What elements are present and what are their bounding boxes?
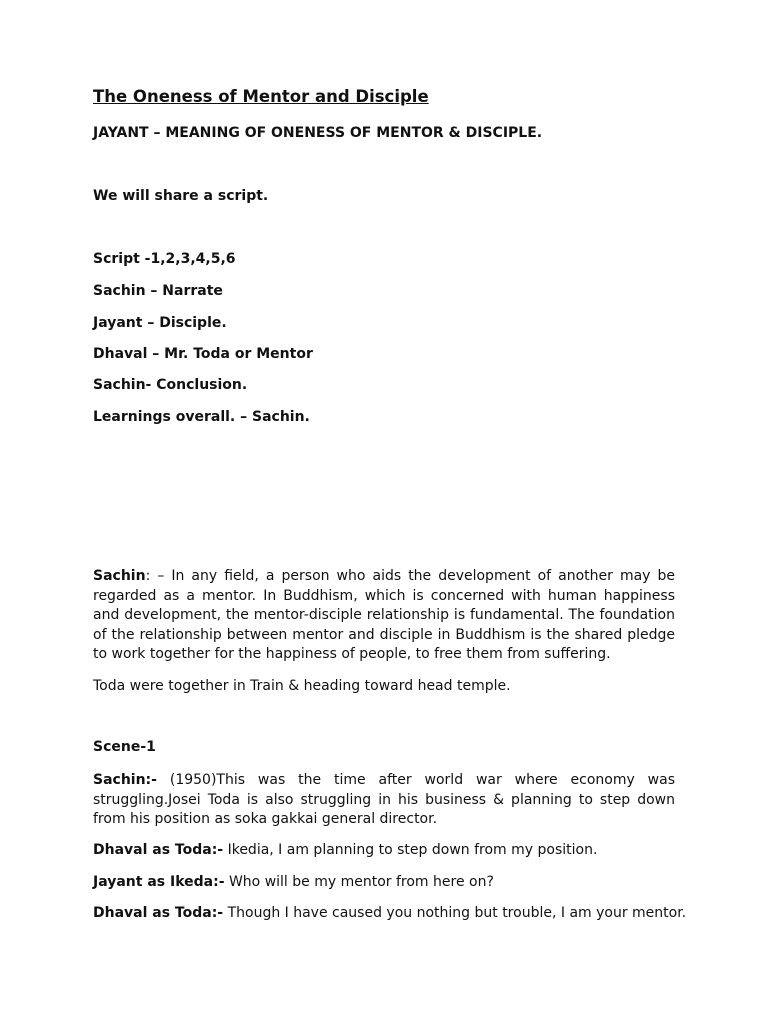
speaker-label: Sachin:-	[93, 772, 157, 788]
role-line: Sachin- Conclusion.	[93, 377, 248, 393]
train-line: Toda were together in Train & heading toward head temple.	[93, 678, 511, 694]
dialogue-line	[93, 905, 686, 921]
role-line: Script -1,2,3,4,5,6	[93, 251, 236, 267]
role-line: Sachin – Narrate	[93, 283, 223, 299]
dialogue-line	[93, 874, 494, 890]
dialogue-text: Though I have caused you nothing but trouble, I am your mentor.	[223, 905, 687, 921]
scene-heading: Scene-1	[93, 739, 156, 755]
speaker-label: Dhaval as Toda:-	[93, 905, 224, 921]
speaker-label: Jayant as Ikeda:-	[93, 874, 225, 890]
subtitle: JAYANT – MEANING OF ONENESS OF MENTOR & DISCIPLE.	[93, 125, 543, 141]
role-line: Learnings overall. – Sachin.	[93, 409, 310, 425]
paragraph-text: : – In any field, a person who aids the development of another may be regarded as a mentor. In Buddhism, which is concerned with human happiness and development, the mentor-disciple relationship is fundamental. The foundation of the relationship between mentor and disciple in Buddhism is the shared pledge to work together for the happiness of people, to free them from suffering.	[93, 568, 675, 662]
role-line: Jayant – Disciple.	[93, 315, 227, 331]
scene-paragraph	[93, 771, 675, 830]
opening-paragraph	[93, 567, 675, 665]
document-title: The Oneness of Mentor and Disciple	[93, 87, 429, 106]
paragraph-text: (1950)This was the time after world war where economy was struggling.Josei Toda is also struggling in his business & planning to step down from his position as soka gakkai general director.	[93, 772, 675, 827]
speaker-label: Sachin	[93, 568, 146, 584]
dialogue-text: Ikedia, I am planning to step down from my position.	[223, 842, 598, 858]
role-line: Dhaval – Mr. Toda or Mentor	[93, 346, 313, 362]
intro-line: We will share a script.	[93, 188, 269, 204]
dialogue-line	[93, 842, 597, 858]
dialogue-text: Who will be my mentor from here on?	[224, 874, 494, 890]
speaker-label: Dhaval as Toda:-	[93, 842, 224, 858]
